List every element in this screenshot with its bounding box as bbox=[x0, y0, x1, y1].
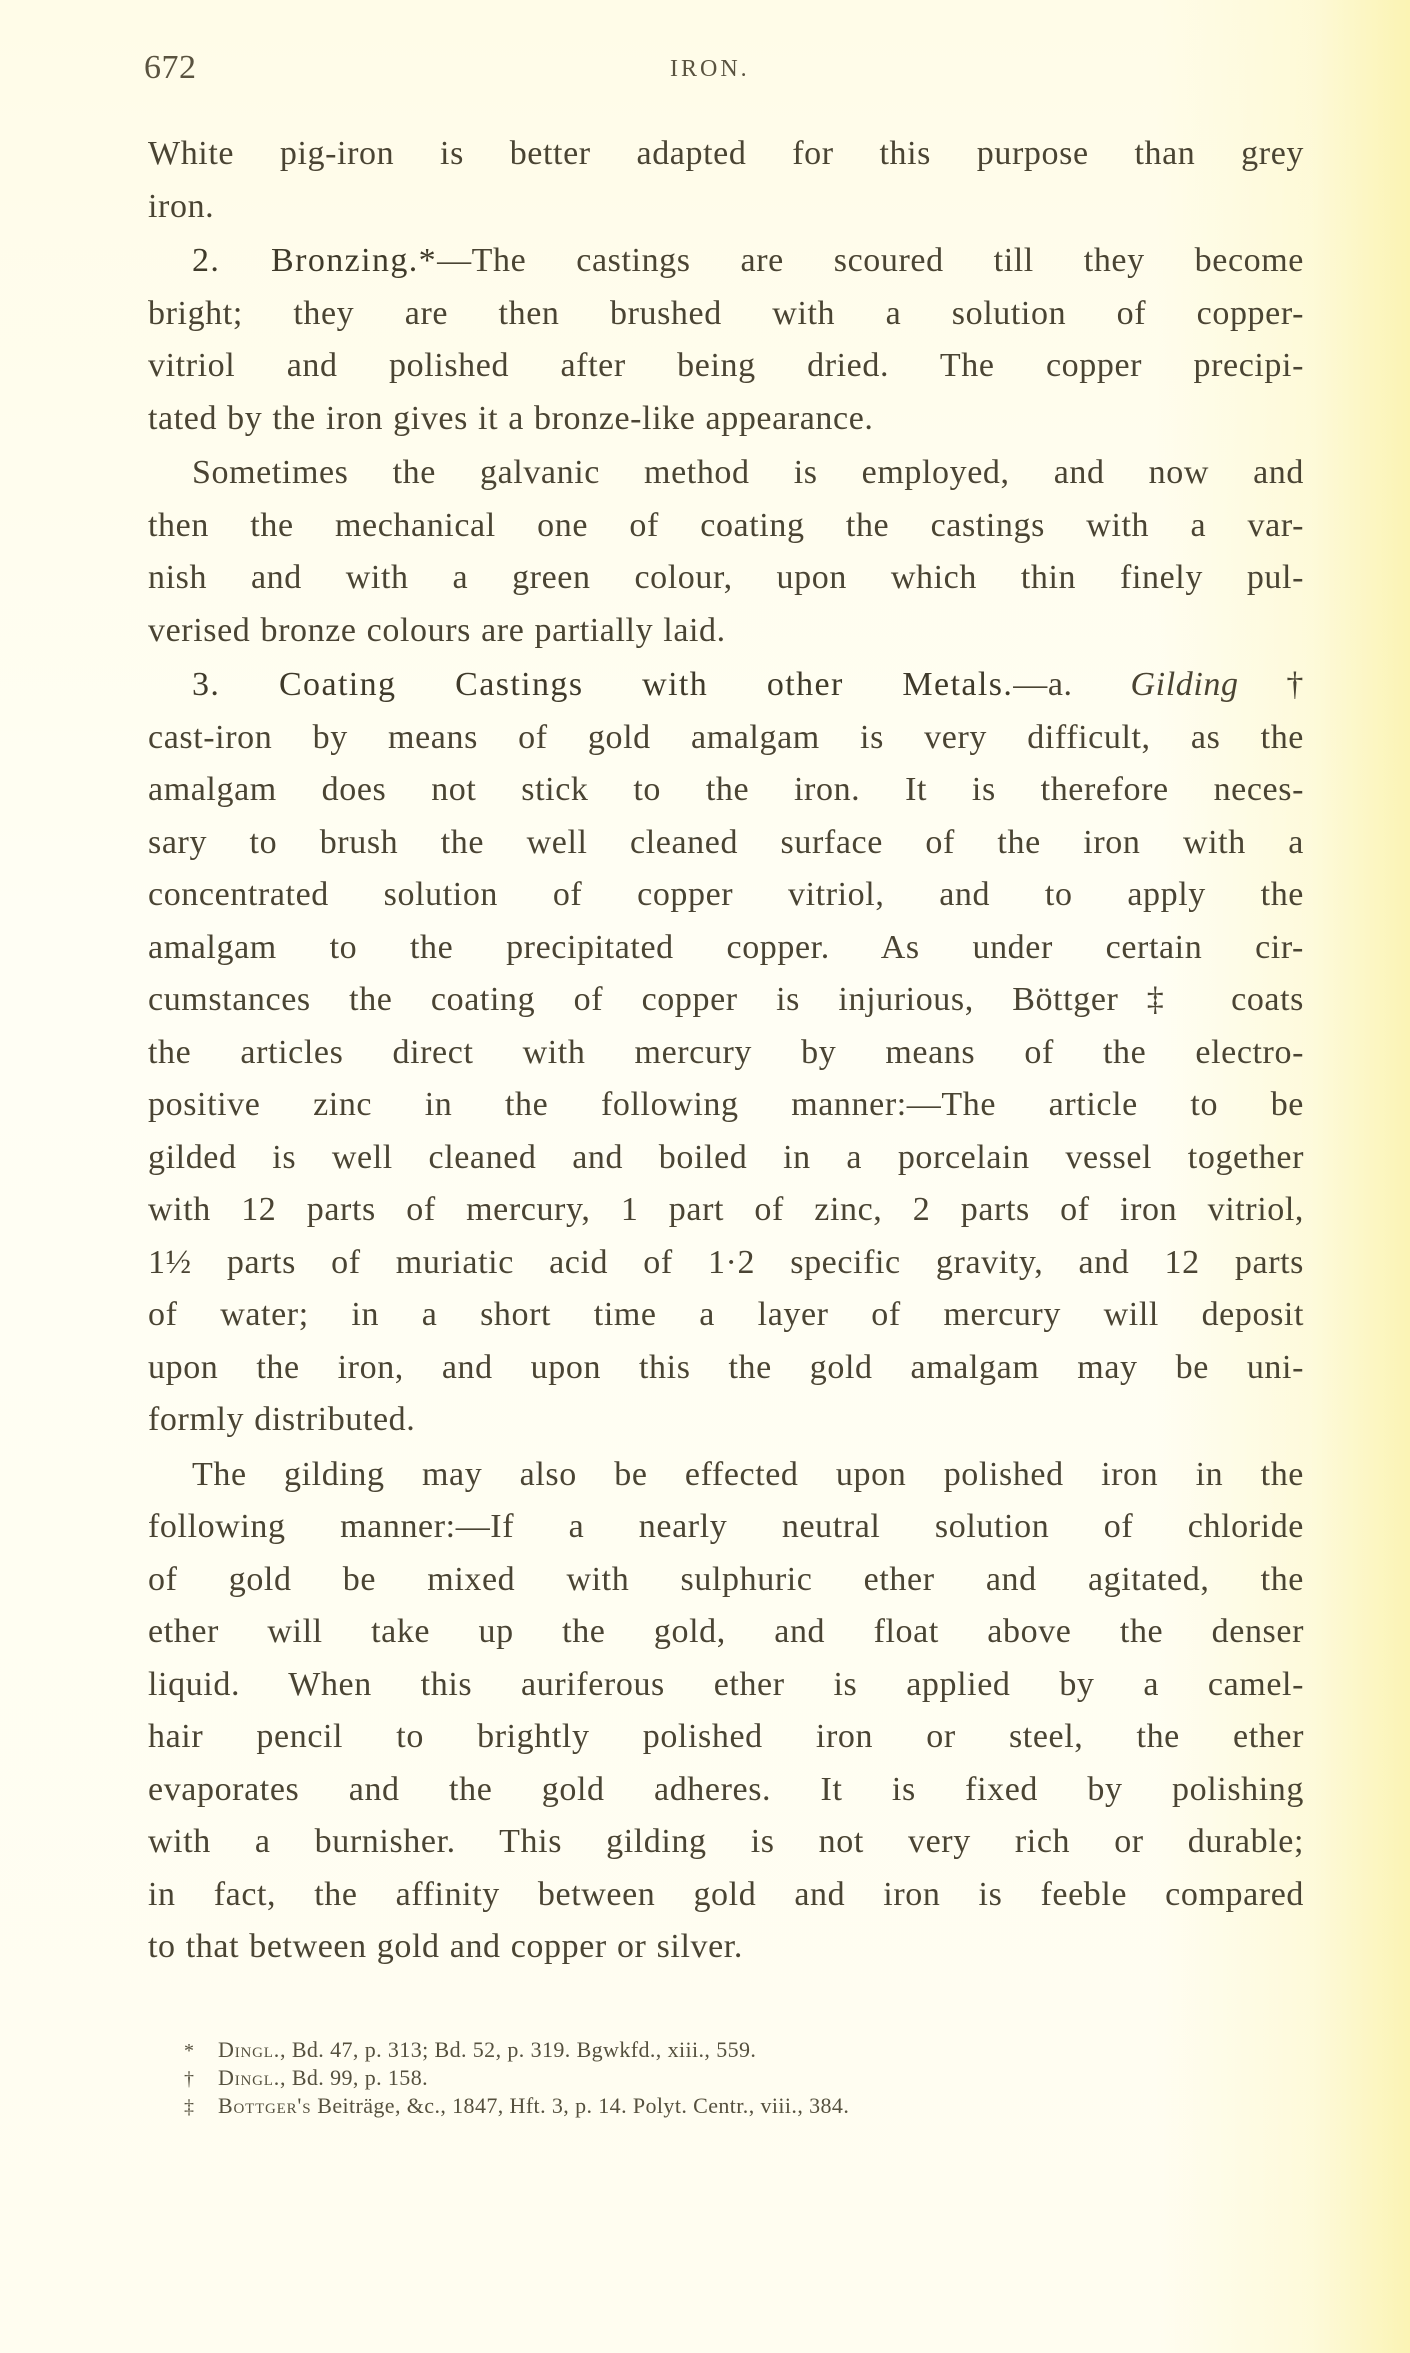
text-line bbox=[148, 659, 1304, 712]
text-line: ether will take up the gold, and float above the denser bbox=[148, 1613, 1304, 1650]
text-run: —a. bbox=[1013, 666, 1131, 703]
paragraph bbox=[148, 1449, 1304, 1974]
text-line: bright; they are then brushed with a solution of copper- bbox=[148, 294, 1304, 332]
text-line: the articles direct with mercury by means of the electro- bbox=[148, 1033, 1304, 1071]
footnote-author: Dingl. bbox=[218, 2065, 281, 2090]
running-title: IRON. bbox=[670, 56, 750, 82]
text-line: The gilding may also be effected upon polished iron in the bbox=[192, 1455, 1304, 1493]
body-text bbox=[148, 128, 1304, 1976]
text-line: formly distributed. bbox=[148, 1401, 416, 1438]
footnotes bbox=[184, 2036, 1284, 2120]
text-line: White pig-iron is better adapted for this purpose than grey bbox=[148, 135, 1304, 172]
footnote bbox=[184, 2092, 1284, 2120]
paragraph-coating-castings bbox=[148, 659, 1304, 1447]
text-line: with a burnisher. This gilding is not very rich or durable; bbox=[148, 1823, 1304, 1860]
text-line: hair pencil to brightly polished iron or steel, the ether bbox=[148, 1718, 1304, 1755]
text-line: then the mechanical one of coating the castings with a var- bbox=[148, 506, 1304, 544]
text-run: —The castings are scoured till they become bbox=[437, 242, 1304, 279]
footnote-marker: * bbox=[184, 2040, 195, 2062]
text-line: evaporates and the gold adheres. It is fixed by polishing bbox=[148, 1770, 1304, 1808]
text-line: following manner:—If a nearly neutral solution of chloride bbox=[148, 1508, 1304, 1545]
footnote bbox=[184, 2036, 1284, 2064]
text-line: 1½ parts of muriatic acid of 1·2 specific gravity, and 12 parts bbox=[148, 1243, 1304, 1281]
text-line: positive zinc in the following manner:—The article to be bbox=[148, 1086, 1304, 1123]
text-line: tated by the iron gives it a bronze-like appearance. bbox=[148, 399, 874, 437]
text-line: vitriol and polished after being dried. The copper precipi- bbox=[148, 347, 1304, 384]
paragraph bbox=[148, 447, 1304, 657]
text-line: amalgam does not stick to the iron. It is therefore neces- bbox=[148, 771, 1304, 808]
text-line: upon the iron, and upon this the gold amalgam may be uni- bbox=[148, 1348, 1304, 1386]
text-line: to that between gold and copper or silver. bbox=[148, 1928, 743, 1965]
text-line: in fact, the affinity between gold and iron is feeble compared bbox=[148, 1875, 1304, 1913]
footnote-text: , Bd. 47, p. 313; Bd. 52, p. 319. Bgwkfd., xiii., 559. bbox=[280, 2037, 757, 2062]
text-line: with 12 parts of mercury, 1 part of zinc, 2 parts of iron vitriol, bbox=[148, 1191, 1304, 1228]
text-line: amalgam to the precipitated copper. As under certain cir- bbox=[148, 928, 1304, 966]
paragraph-bronzing bbox=[148, 235, 1304, 445]
text-line: Sometimes the galvanic method is employed, and now and bbox=[192, 454, 1304, 491]
section-heading-bronzing: 2. Bronzing.* bbox=[192, 242, 438, 279]
text-line: iron. bbox=[148, 187, 215, 225]
text-line: cumstances the coating of copper is injurious, Böttger‡ coats bbox=[148, 981, 1304, 1018]
text-line: cast-iron by means of gold amalgam is very difficult, as the bbox=[148, 718, 1304, 756]
text-line: verised bronze colours are partially laid. bbox=[148, 611, 726, 649]
footnote-author: Dingl. bbox=[218, 2037, 281, 2062]
text-line: gilded is well cleaned and boiled in a porcelain vessel together bbox=[148, 1138, 1304, 1176]
section-heading-coating: 3. Coating Castings with other Metals. bbox=[192, 666, 1014, 703]
text-line bbox=[148, 235, 1304, 288]
text-line: concentrated solution of copper vitriol, and to apply the bbox=[148, 876, 1304, 913]
footnote-author: Bottger's bbox=[218, 2093, 312, 2118]
subheading-gilding: Gilding bbox=[1130, 666, 1239, 703]
footnote-text: Beiträge, &c., 1847, Hft. 3, p. 14. Polyt. Centr., viii., 384. bbox=[311, 2093, 850, 2118]
footnote-marker: † bbox=[184, 2068, 195, 2090]
footnote-marker: ‡ bbox=[184, 2096, 195, 2118]
footnote-text: , Bd. 99, p. 158. bbox=[280, 2065, 428, 2090]
text-line: of water; in a short time a layer of mercury will deposit bbox=[148, 1296, 1304, 1333]
text-line: nish and with a green colour, upon which thin finely pul- bbox=[148, 559, 1304, 596]
footnote-ref-dagger: † bbox=[1238, 666, 1304, 703]
text-line: of gold be mixed with sulphuric ether and agitated, the bbox=[148, 1560, 1304, 1598]
text-line: sary to brush the well cleaned surface of the iron with a bbox=[148, 823, 1304, 861]
footnote bbox=[184, 2064, 1284, 2092]
paragraph bbox=[148, 128, 1304, 233]
page-number: 672 bbox=[144, 49, 197, 86]
running-head bbox=[144, 46, 1304, 96]
text-line: liquid. When this auriferous ether is applied by a camel- bbox=[148, 1665, 1304, 1703]
